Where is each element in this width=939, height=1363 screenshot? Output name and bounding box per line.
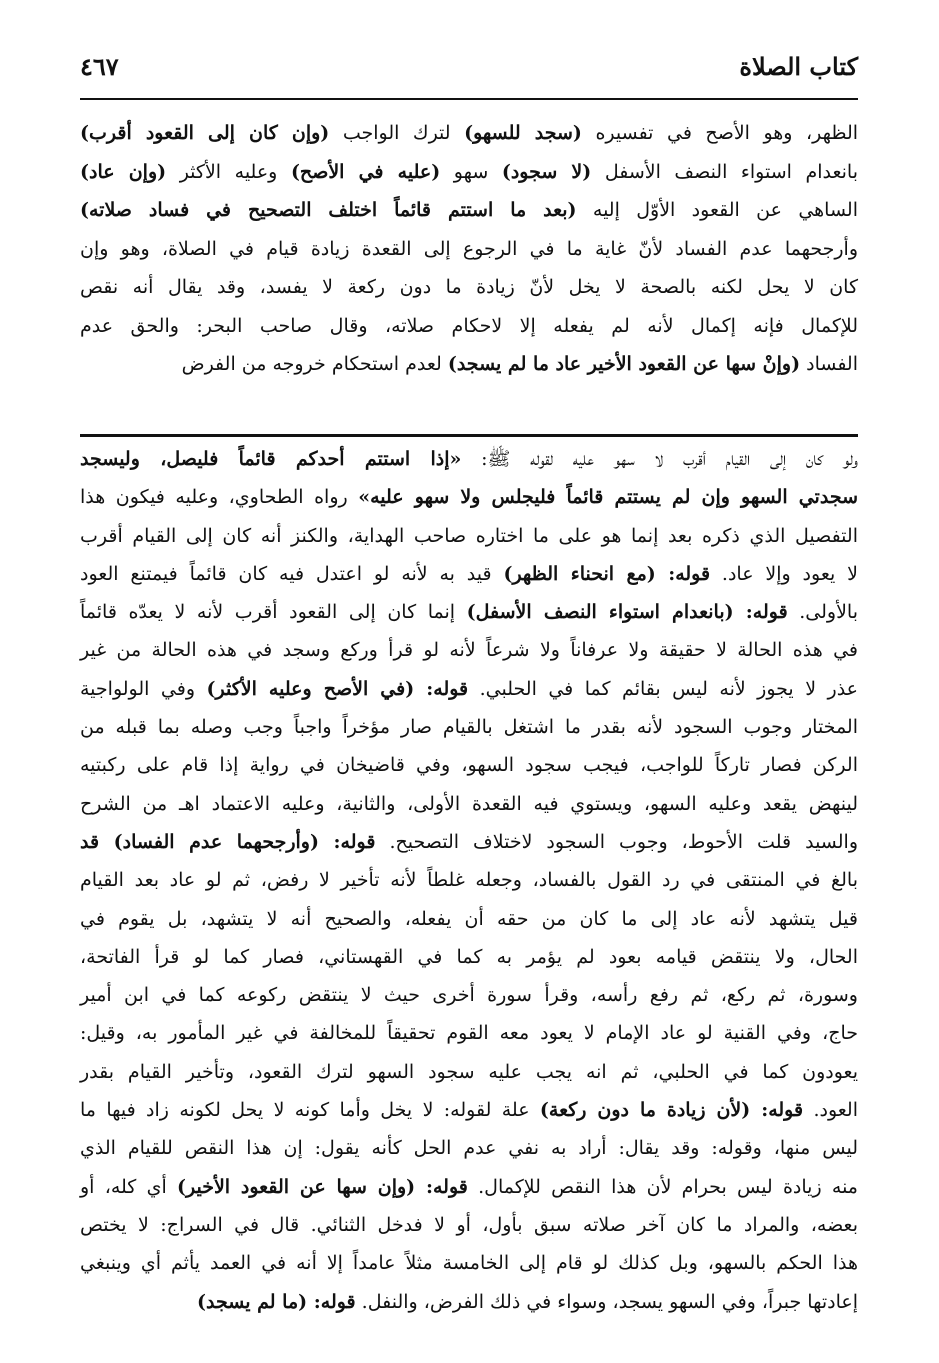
commentary-line	[80, 900, 858, 938]
bold-segment: (وإن عاد)	[80, 160, 167, 183]
text-segment: التفصيل الذي ذكره بعد إنما هو على ما اختاره صاحب الهداية، والكنز أنه كان إلى القيام أقرب	[80, 524, 858, 547]
text-segment: قيد به لأنه لو اعتدل فيه كان قائماً فيمتنع العود	[80, 562, 504, 585]
text-segment: يعودون كما في الحلبي، ثم انه يجب عليه سجود السهو لترك القعود، وتأخير القيام بقدر	[80, 1060, 858, 1083]
page-number: ٤٦٧	[80, 52, 119, 81]
text-segment: الظهر، وهو الأصح في تفسيره	[581, 122, 859, 144]
bold-segment: «إذا استتم أحدكم قائماً فليصل، وليسجد	[80, 448, 462, 470]
text-segment: ليس منها، وقوله: وقد يقال: أراد به نفي عدم الحل كأنه يقول: إن هذا النقص للقيام الذي	[80, 1137, 858, 1160]
text-segment: هذا الحكم بالسهو، وبل كذلك لو قام إلى الخامسة مثلاً عامداً إلا أنه في العمد يأثم أي وينبغي	[80, 1252, 858, 1275]
commentary-line	[80, 478, 858, 516]
text-segment: وسورة، ثم ركع، ثم رفع رأسه، وقرأ سورة أخرى حيث لا ينتقض ركوعه كما في ابن أمير	[80, 984, 858, 1007]
commentary-line	[80, 746, 858, 784]
text-segment: رواه الطحاوي، وعليه فيكون هذا	[80, 486, 359, 509]
bold-segment: قوله: (ما لم يسجد)	[197, 1290, 356, 1313]
commentary-line	[80, 938, 858, 976]
commentary-line	[80, 708, 858, 746]
commentary-line	[80, 976, 858, 1014]
text-segment: إعادتها جبراً، وفي السهو يسجد، وسواء في ذلك الفرض، والنفل.	[355, 1290, 858, 1313]
text-segment: منه زيادة ليس بحرام لأن هذا النقص للإكمال.	[467, 1175, 858, 1198]
commentary-line	[80, 440, 858, 478]
text-segment: كان لا يحل لكنه بالصحة لا يخل لأنّ زيادة ما دون ركعة لا يفسد، وقد يقال أنه نقص	[80, 276, 858, 298]
text-segment: لينهض يقعد وعليه السهو، ويستوي فيه القعدة الأولى، والثانية، وعليه الاعتماد اهـ من الشرح	[80, 792, 858, 815]
text-segment: وأرجحهما عدم الفساد لأنّ غاية ما في الرجوع إلى القعدة زيادة قيام في الصلاة، وهو وإن	[80, 237, 858, 260]
commentary-line	[80, 1244, 858, 1282]
bold-segment: (وإن كان إلى القعود أقرب)	[80, 122, 330, 144]
bold-segment: قوله: (بانعدام استواء النصف الأسفل)	[466, 601, 788, 624]
bold-segment: (سجد للسهو)	[464, 122, 582, 144]
matn-line	[80, 114, 858, 153]
text-segment: والسيد قلت الأحوط، وجوب السجود لاختلاف التصحيح.	[375, 830, 858, 853]
book-title: كتاب الصلاة	[739, 52, 858, 81]
text-segment: بالغ في المنتقى في رد القول بالفساد، وجعله غلطاً لأنه تأخير لا رفض، ثم لو عاد بعد القيام	[80, 869, 859, 892]
bold-segment: (بعد ما استتم قائماً اختلف التصحيح في فساد صلاته)	[80, 199, 577, 221]
commentary-line	[80, 555, 858, 593]
commentary-line	[80, 1053, 858, 1091]
commentary-text	[80, 440, 858, 1321]
bold-segment: (عليه في الأصح)	[290, 160, 441, 183]
bold-segment: قوله: (لأن زيادة ما دون ركعة)	[539, 1099, 804, 1122]
bold-segment: (وإنْ سها عن القعود الأخير عاد ما لم يسجد)	[447, 353, 801, 375]
text-segment: سهو	[440, 160, 502, 183]
matn-sharh-divider	[80, 434, 858, 437]
header-divider	[80, 98, 858, 100]
bold-segment: سجدتي السهو وإن لم يستتم قائماً فليجلس ولا سهو عليه»	[358, 486, 858, 509]
matn-line	[80, 345, 858, 384]
matn-line	[80, 153, 858, 192]
matn-line	[80, 191, 858, 230]
text-segment: وفي الولواجية	[80, 677, 207, 700]
commentary-line	[80, 1014, 858, 1052]
text-segment: بعضه، والمراد ما كان آخر صلاته سبق بأول، أو لا فدخل الثنائي. قال في السراج: لا يختص	[80, 1213, 858, 1236]
bold-segment: قوله: (في الأصح وعليه الأكثر)	[206, 677, 469, 700]
matn-line	[80, 230, 858, 269]
bold-segment: قوله: (مع انحناء الظهر)	[503, 562, 711, 585]
matn-line	[80, 307, 858, 346]
text-segment: وعليه الأكثر	[166, 160, 291, 183]
text-segment: في هذه الحالة لا حقيقة ولا عرفاناً ولا شرعاً لأنه لو قرأ وركع وسجد في هذه الحالة من غير	[80, 639, 858, 662]
text-segment: بانعدام استواء النصف الأسفل	[591, 160, 859, 183]
commentary-line	[80, 593, 858, 631]
commentary-line	[80, 1129, 858, 1167]
text-segment: حاج، وفي القنية لو عاد الإمام لا يعود معه القوم تحقيقاً للمخالفة في غير المأمور به، وقيل:	[80, 1022, 858, 1045]
text-segment: عذر لا يجوز لأنه ليس بقائم كما في الحلبي.	[468, 677, 859, 700]
text-segment: الحال، ولا ينتقض قيامه بعود لم يؤمر به كما في القهستاني، فصار كما لو قرأ الفاتحة،	[80, 945, 858, 968]
text-segment: العود.	[803, 1099, 858, 1122]
commentary-line	[80, 823, 858, 861]
bold-segment: (لا سجود)	[501, 160, 592, 183]
text-segment: علة لقوله: لا يخل وأما كونه لا يحل لكونه زاد فيها ما	[80, 1099, 540, 1122]
text-segment: لعدم استحكام خروجه من الفرض	[181, 353, 448, 375]
bold-segment: قوله: (وإن سها عن القعود الأخير)	[177, 1175, 468, 1198]
commentary-line	[80, 785, 858, 823]
text-segment: الركن فصار تاركاً للواجب، فيجب سجود السهو، وفي قاضيخان في رواية إذا قام على ركبتيه	[80, 754, 858, 777]
commentary-line	[80, 861, 858, 899]
text-segment: الساهي عن القعود الأوّل إليه	[576, 199, 858, 221]
page-header	[80, 52, 858, 92]
text-segment: الفساد	[800, 353, 858, 375]
commentary-line	[80, 1283, 858, 1321]
matn-text	[80, 114, 858, 384]
commentary-line	[80, 670, 858, 708]
commentary-line	[80, 517, 858, 555]
commentary-line	[80, 1168, 858, 1206]
commentary-line	[80, 631, 858, 669]
text-segment: للإكمال فإنه إكمال لأنه لم يفعله إلا لاحكام صلاته، وقال صاحب البحر: والحق عدم	[80, 314, 858, 337]
text-segment: بالأولى.	[787, 601, 858, 624]
text-segment: أي كله، أو	[80, 1175, 178, 1198]
text-segment: لترك الواجب	[329, 122, 465, 144]
text-segment: لا يعود وإلا عاد.	[710, 562, 858, 585]
text-segment: إنما كان إلى القعود أقرب لأنه لا يعدّه قائماً	[80, 601, 467, 624]
bold-segment: قوله: (وأرجحهما عدم الفساد) قد	[80, 830, 376, 853]
matn-line	[80, 268, 858, 307]
commentary-line	[80, 1206, 858, 1244]
text-segment: المختار وجوب السجود لأنه بقدر ما اشتغل بالقيام صار مؤخراً واجباً وجب وصله بما قبله من	[80, 716, 858, 739]
text-segment: قيل يتشهد لأنه عاد إلى ما كان من حقه أن يفعله، والصحيح أنه لا يتشهد، بل يقوم في	[80, 907, 858, 930]
commentary-line	[80, 1091, 858, 1129]
text-segment: ولو كان إلى القيام أقرب لا سهو عليه لقوله ﷺ:	[461, 448, 858, 470]
book-page	[80, 40, 858, 1340]
